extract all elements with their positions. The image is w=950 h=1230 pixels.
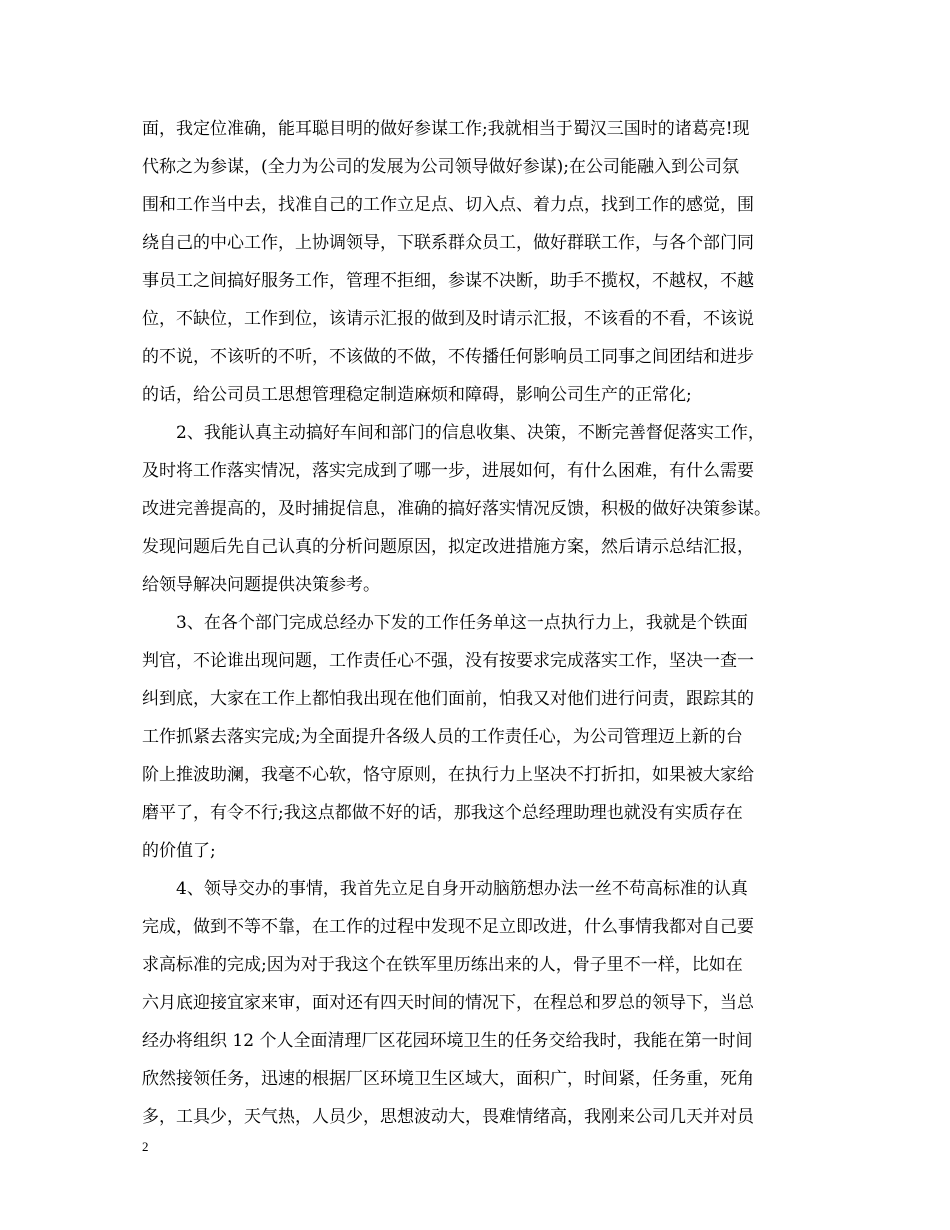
text-line: 求高标准的完成;因为对于我这个在铁军里历练出来的人，骨子里不一样，比如在	[142, 955, 743, 975]
text-line: 多，工具少，天气热，人员少，思想波动大，畏难情绪高，我刚来公司几天并对员	[142, 1107, 754, 1127]
text-line: 位，不缺位，工作到位，该请示汇报的做到及时请示汇报，不该看的不看，不该说	[142, 309, 754, 329]
text-line: 及时将工作落实情况，落实完成到了哪一步，进展如何，有什么困难，有什么需要	[142, 461, 754, 481]
text-line: 围和工作当中去，找准自己的工作立足点、切入点、着力点，找到工作的感觉，围	[142, 195, 754, 215]
text-line: 经办将组织 12 个人全面清理厂区花园环境卫生的任务交给我时，我能在第一时间	[142, 1031, 753, 1051]
text-line: 事员工之间搞好服务工作，管理不拒细，参谋不决断，助手不揽权，不越权，不越	[142, 271, 754, 291]
text-line: 改进完善提高的，及时捕捉信息，准确的搞好落实情况反馈，积极的做好决策参谋。	[142, 499, 771, 519]
text-line: 面，我定位准确，能耳聪目明的做好参谋工作;我就相当于蜀汉三国时的诸葛亮!现	[142, 119, 750, 139]
text-line: 工作抓紧去落实完成;为全面提升各级人员的工作责任心，为公司管理迈上新的台	[142, 727, 743, 747]
text-line: 代称之为参谋，(全力为公司的发展为公司领导做好参谋);在公司能融入到公司氛	[142, 157, 739, 177]
text-line: 的价值了;	[142, 841, 216, 861]
text-line: 完成，做到不等不靠，在工作的过程中发现不足立即改进，什么事情我都对自己要	[142, 917, 754, 937]
text-line: 发现问题后先自己认真的分析问题原因，拟定改进措施方案，然后请示总结汇报，	[142, 537, 754, 557]
text-line: 判官，不论谁出现问题，工作责任心不强，没有按要求完成落实工作，坚决一查一	[142, 651, 754, 671]
text-line: 3、在各个部门完成总经办下发的工作任务单这一点执行力上，我就是个铁面	[142, 613, 748, 633]
page-number: 2	[142, 1139, 149, 1154]
text-line: 欣然接领任务，迅速的根据厂区环境卫生区域大，面积广，时间紧，任务重，死角	[142, 1069, 754, 1089]
text-line: 纠到底，大家在工作上都怕我出现在他们面前，怕我又对他们进行问责，跟踪其的	[142, 689, 754, 709]
text-line: 给领导解决问题提供决策参考。	[142, 575, 380, 595]
text-line: 的不说，不该听的不听，不该做的不做，不传播任何影响员工同事之间团结和进步	[142, 347, 754, 367]
text-line: 六月底迎接宜家来审，面对还有四天时间的情况下，在程总和罗总的领导下，当总	[142, 993, 754, 1013]
text-line: 4、领导交办的事情，我首先立足自身开动脑筋想办法一丝不苟高标准的认真	[142, 879, 748, 899]
text-line: 的话，给公司员工思想管理稳定制造麻烦和障碍，影响公司生产的正常化;	[142, 385, 692, 405]
text-line: 2、我能认真主动搞好车间和部门的信息收集、决策，不断完善督促落实工作，	[142, 423, 765, 443]
text-line: 绕自己的中心工作，上协调领导，下联系群众员工，做好群联工作，与各个部门同	[142, 233, 754, 253]
text-line: 磨平了，有令不行;我这点都做不好的话，那我这个总经理助理也就没有实质存在	[142, 803, 743, 823]
text-line: 阶上推波助澜，我毫不心软，恪守原则，在执行力上坚决不打折扣，如果被大家给	[142, 765, 754, 785]
